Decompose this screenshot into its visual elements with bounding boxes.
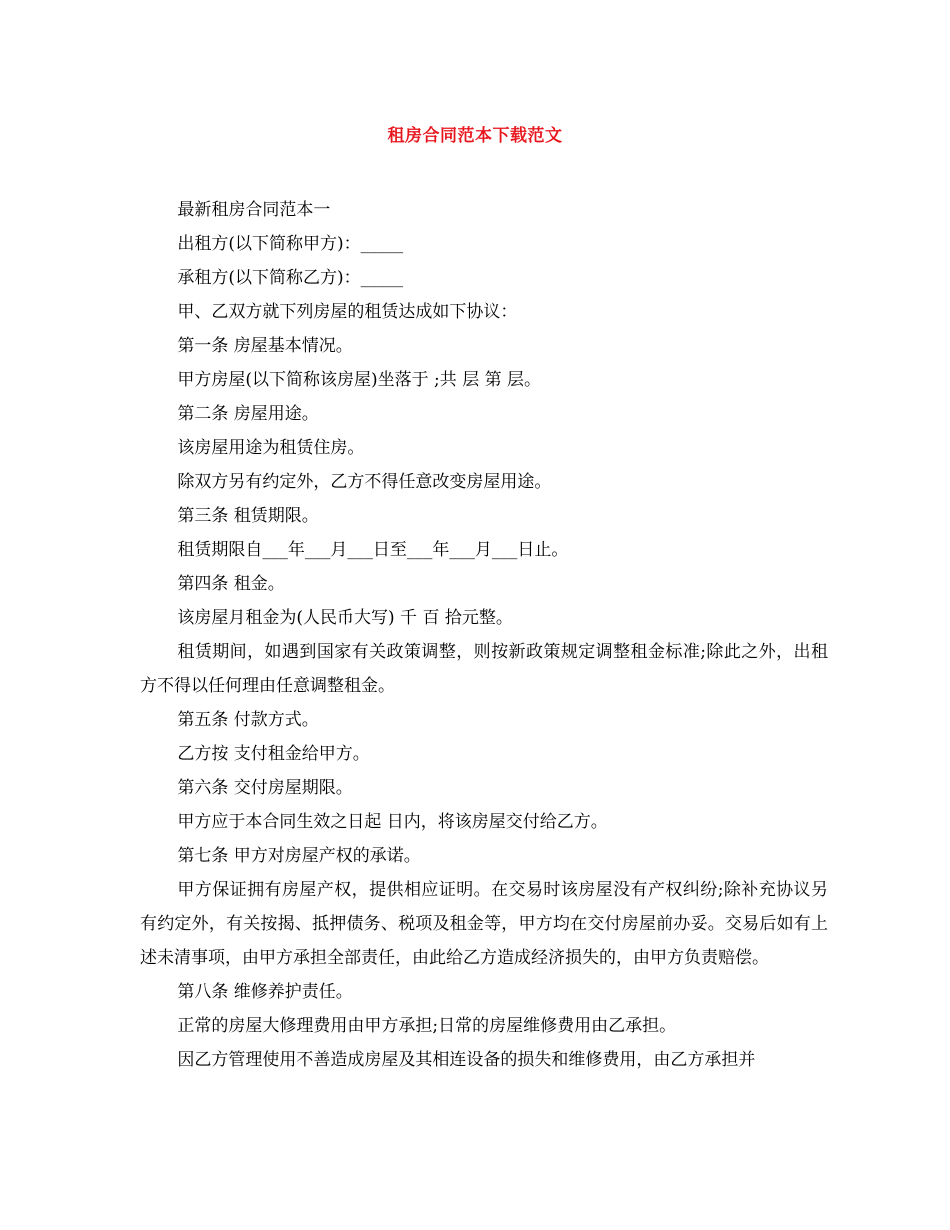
paragraph: 第二条 房屋用途。	[177, 404, 319, 424]
paragraph: 承租方(以下简称乙方)：_____	[177, 268, 404, 288]
paragraph: 第一条 房屋基本情况。	[177, 336, 353, 356]
paragraph: 租赁期间，如遇到国家有关政策调整，则按新政策规定调整租金标准;除此之外，出租方不得以任何理由任意调整租金。	[140, 642, 828, 696]
paragraph: 乙方按 支付租金给甲方。	[177, 744, 370, 764]
paragraph: 第六条 交付房屋期限。	[177, 778, 353, 798]
paragraph: 第八条 维修养护责任。	[177, 982, 353, 1002]
paragraph: 第四条 租金。	[177, 574, 285, 594]
paragraph: 正常的房屋大修理费用由甲方承担;日常的房屋维修费用由乙承担。	[177, 1016, 677, 1036]
paragraph: 该房屋用途为租赁住房。	[177, 438, 365, 458]
paragraph: 甲方保证拥有房屋产权，提供相应证明。在交易时该房屋没有产权纠纷;除补充协议另有约定外，有关按揭、抵押债务、税项及租金等，甲方均在交付房屋前办妥。交易后如有上述未清事项，由甲方承担全部责任，由此给乙方造成经济损失的，由甲方负责赔偿。	[140, 880, 828, 968]
paragraph: 第五条 付款方式。	[177, 710, 319, 730]
paragraph: 出租方(以下简称甲方)：_____	[177, 234, 404, 254]
paragraph: 最新租房合同范本一	[177, 200, 331, 220]
paragraph: 甲方房屋(以下简称该房屋)坐落于 ;共 层 第 层。	[177, 370, 541, 390]
paragraph: 因乙方管理使用不善造成房屋及其相连设备的损失和维修费用，由乙方承担并	[177, 1050, 756, 1070]
paragraph: 该房屋月租金为(人民币大写) 千 百 拾元整。	[177, 608, 513, 628]
document-body	[140, 193, 828, 1077]
paragraph: 甲方应于本合同生效之日起 日内，将该房屋交付给乙方。	[177, 812, 608, 832]
paragraph: 除双方另有约定外，乙方不得任意改变房屋用途。	[177, 472, 552, 492]
document-title: 租房合同范本下载范文	[387, 126, 563, 146]
paragraph: 租赁期限自___年___月___日至___年___月___日止。	[177, 540, 569, 560]
paragraph: 第三条 租赁期限。	[177, 506, 319, 526]
paragraph: 第七条 甲方对房屋产权的承诺。	[177, 846, 421, 866]
paragraph: 甲、乙双方就下列房屋的租赁达成如下协议：	[177, 302, 518, 322]
